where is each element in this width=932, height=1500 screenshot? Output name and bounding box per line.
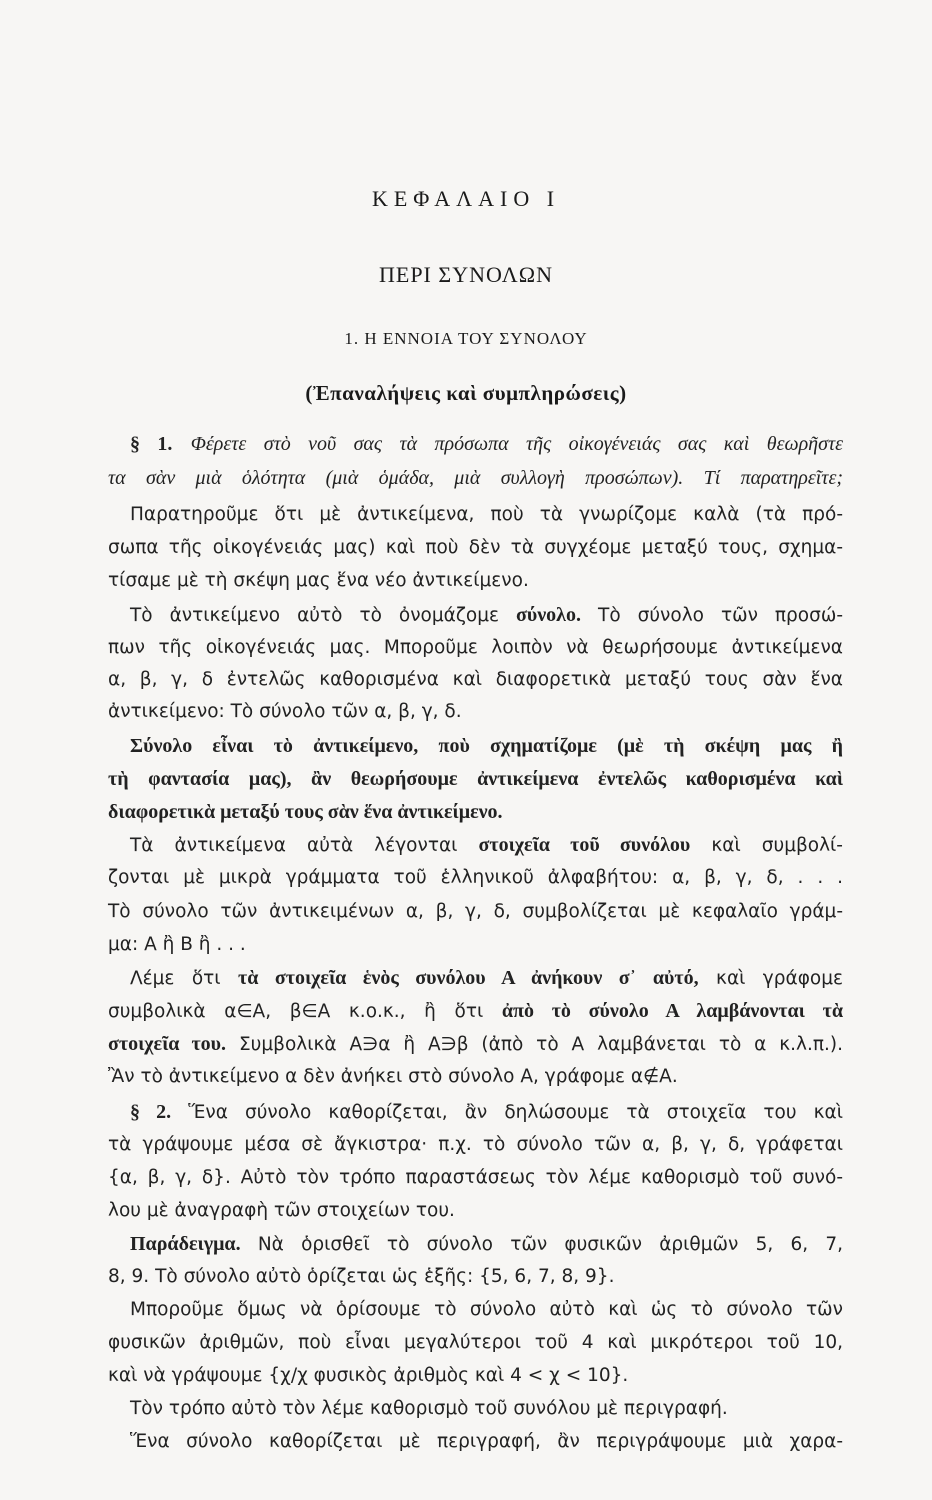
text-line: φυσικῶν ἀριθμῶν, ποὺ εἶναι μεγαλύτεροι τοῦ 4 καὶ μικρότεροι τοῦ 10, bbox=[108, 1332, 843, 1353]
text-line: {α, β, γ, δ}. Αὐτὸ τὸν τρόπο παραστάσεως τὸν λέμε καθορισμὸ τοῦ συνό- bbox=[108, 1167, 843, 1188]
bold-term: σύνολο. bbox=[515, 604, 582, 626]
text-span: καὶ γράφομε bbox=[716, 968, 843, 989]
paragraph-number: § 2. bbox=[130, 1101, 172, 1123]
text-span: Λέμε ὅτι bbox=[130, 968, 221, 989]
definition-line: τὴ φαντασία μας), ἂν θεωρήσουμε ἀντικείμενα ἐντελῶς καθορισμένα καὶ bbox=[108, 768, 843, 790]
text-line bbox=[130, 1097, 843, 1127]
chapter-heading: ΚΕΦΑΛΑΙΟ Ι bbox=[371, 186, 561, 211]
text-line bbox=[130, 1229, 843, 1259]
text-line bbox=[130, 830, 843, 860]
text-line: Τὸ σύνολο τῶν ἀντικειμένων α, β, γ, δ, συμβολίζεται μὲ κεφαλαῖο γράμ- bbox=[108, 901, 843, 922]
text-line: τὰ γράψουμε μέσα σὲ ἄγκιστρα· π.χ. τὸ σύνολο τῶν α, β, γ, δ, γράφεται bbox=[108, 1134, 843, 1155]
text-span: Ἕνα σύνολο καθορίζεται, ἂν δηλώσουμε τὰ στοιχεῖα του καὶ bbox=[188, 1102, 843, 1123]
definition-line: διαφορετικὰ μεταξύ τους σὰν ἕνα ἀντικείμενο. bbox=[108, 801, 503, 823]
text-span: συμβολικὰ α∈Α, β∈Α κ.ο.κ., ἢ ὅτι bbox=[108, 1001, 484, 1022]
bold-term: ἀπὸ τὸ σύνολο Α λαμβάνονται τὰ bbox=[501, 1000, 843, 1022]
text-span: Συμβολικὰ Α∋α ἢ Α∋β (ἀπὸ τὸ Α λαμβάνεται τὸ α κ.λ.π.). bbox=[238, 1034, 843, 1055]
text-span: Νὰ ὁρισθεῖ τὸ σύνολο τῶν φυσικῶν ἀριθμῶν 5, 6, 7, bbox=[257, 1234, 843, 1255]
text-line bbox=[130, 600, 843, 630]
definition-line: Σύνολο εἶναι τὸ ἀντικείμενο, ποὺ σχηματίζομε (μὲ τὴ σκέψη μας ἢ bbox=[130, 735, 843, 757]
text-line: καὶ νὰ γράψουμε {χ/χ φυσικὸς ἀριθμὸς καὶ 4 < χ < 10}. bbox=[108, 1365, 629, 1386]
section-heading: 1. Η ΕΝΝΟΙΑ ΤΟΥ ΣΥΝΟΛΟΥ bbox=[344, 329, 588, 348]
text-line: Παρατηροῦμε ὅτι μὲ ἀντικείμενα, ποὺ τὰ γνωρίζομε καλὰ (τὰ πρό- bbox=[130, 504, 843, 525]
text-span: Τὸ σύνολο τῶν προσώ- bbox=[598, 605, 843, 626]
page-title: ΠΕΡΙ ΣΥΝΟΛΩΝ bbox=[379, 262, 553, 287]
text-span: Τὰ ἀντικείμενα αὐτὰ λέγονται bbox=[130, 835, 458, 856]
text-line: Τὸν τρόπο αὐτὸ τὸν λέμε καθορισμὸ τοῦ συνόλου μὲ περιγραφή. bbox=[130, 1398, 728, 1419]
text-line: α, β, γ, δ ἐντελῶς καθορισμένα καὶ διαφορετικὰ μεταξύ τους σὰν ἕνα bbox=[108, 669, 843, 690]
bold-term: τὰ στοιχεῖα ἑνὸς συνόλου Α ἀνήκουν σ᾿ αὐτό, bbox=[237, 967, 699, 989]
paragraph-number: § 1. bbox=[130, 433, 173, 455]
text-line: Ἕνα σύνολο καθορίζεται μὲ περιγραφή, ἂν περιγράψουμε μιὰ χαρα- bbox=[130, 1431, 843, 1452]
text-line: ζονται μὲ μικρὰ γράμματα τοῦ ἑλληνικοῦ ἀλφαβήτου: α, β, γ, δ, . . . bbox=[108, 867, 843, 888]
text-line: Ἂν τὸ ἀντικείμενο α δὲν ἀνήκει στὸ σύνολο Α, γράφομε α∉Α. bbox=[108, 1066, 678, 1087]
text-line: Μποροῦμε ὅμως νὰ ὁρίσουμε τὸ σύνολο αὐτὸ καὶ ὡς τὸ σύνολο τῶν bbox=[130, 1299, 843, 1320]
text-line: πων τῆς οἰκογένειάς μας. Μποροῦμε λοιπὸν νὰ θεωρήσουμε ἀντικείμενα bbox=[108, 637, 843, 658]
text-line bbox=[108, 1029, 843, 1059]
italic-text: Φέρετε στὸ νοῦ σας τὰ πρόσωπα τῆς οἰκογένειάς σας καὶ θεωρῆστε bbox=[190, 433, 843, 455]
text-line: τα σὰν μιὰ ὁλότητα (μιὰ ὁμάδα, μιὰ συλλογὴ προσώπων). Τί παρατηρεῖτε; bbox=[108, 467, 843, 489]
text-line bbox=[108, 996, 843, 1026]
text-span: καὶ συμβολί- bbox=[711, 835, 843, 856]
text-line: ἀντικείμενο: Τὸ σύνολο τῶν α, β, γ, δ. bbox=[108, 701, 462, 722]
text-line: σωπα τῆς οἰκογένειάς μας) καὶ ποὺ δὲν τὰ συγχέομε μεταξύ τους, σχημα- bbox=[108, 537, 843, 558]
text-line bbox=[130, 429, 843, 459]
text-line: μα: Α ἢ Β ἢ . . . bbox=[108, 934, 246, 955]
text-span: Τὸ ἀντικείμενο αὐτὸ τὸ ὀνομάζομε bbox=[130, 605, 499, 626]
bold-term: Παράδειγμα. bbox=[130, 1233, 241, 1255]
text-line bbox=[130, 963, 843, 993]
text-line: τίσαμε μὲ τὴ σκέψη μας ἕνα νέο ἀντικείμενο. bbox=[108, 570, 529, 591]
text-line: 8, 9. Τὸ σύνολο αὐτὸ ὁρίζεται ὡς ἑξῆς: {5, 6, 7, 8, 9}. bbox=[108, 1266, 615, 1287]
text-line: λου μὲ ἀναγραφὴ τῶν στοιχείων του. bbox=[108, 1200, 455, 1221]
bold-term: στοιχεῖα τοῦ συνόλου bbox=[478, 834, 691, 856]
bold-term: στοιχεῖα του. bbox=[108, 1033, 227, 1055]
section-subtitle: (Ἐπαναλήψεις καὶ συμπληρώσεις) bbox=[305, 381, 627, 405]
